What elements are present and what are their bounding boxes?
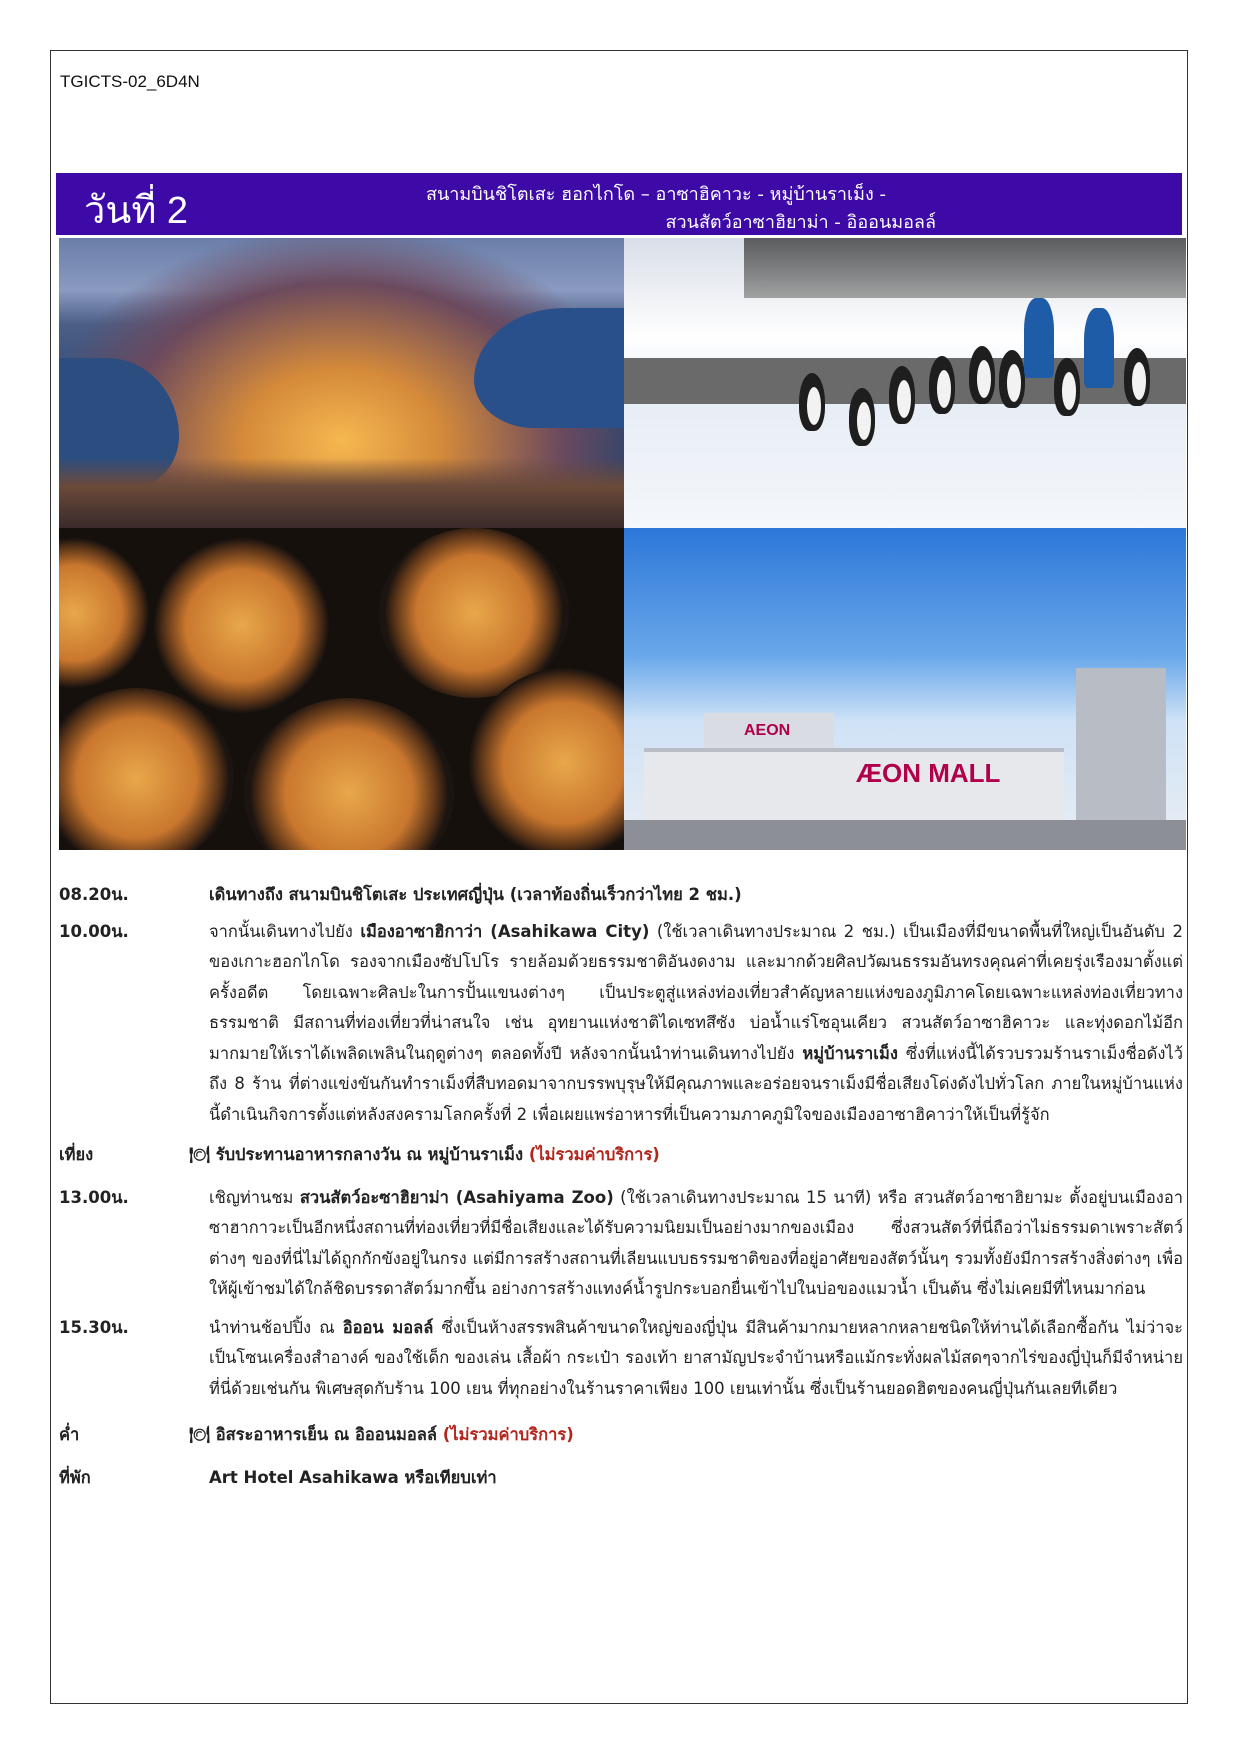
route-line-1: สนามบินชิโตเสะ ฮอกไกโด – อาซาฮิคาวะ - หมู่บ้านราเม็ง - [425,184,886,205]
itinerary-time: 10.00น. [59,921,129,941]
itinerary-description [209,1313,1183,1405]
itinerary-row [59,1140,1183,1171]
itinerary-time: 13.00น. [59,1187,129,1207]
itinerary-text: เดินทางถึง สนามบินชิโตเสะ ประเทศญี่ปุ่น (เวลาท้องถิ่นเร็วกว่าไทย 2 ชม.) [209,885,742,904]
aeon-mall-sign: ÆON MALL [856,758,1001,788]
itinerary-text: จากนั้นเดินทางไปยัง [209,921,361,941]
itinerary-text: เชิญท่านชม [209,1187,300,1207]
itinerary-text: อิออน มอลล์ [342,1317,434,1337]
aeon-sign-small: AEON [744,722,791,739]
ramen-bowls-photo [59,528,624,850]
itinerary-text: Art Hotel Asahikawa หรือเทียบเท่า [209,1467,497,1487]
itinerary-text: นำท่านช้อปปิ้ง ณ [209,1317,343,1337]
itinerary-time: 15.30น. [59,1317,129,1337]
itinerary-time: ค่ำ [59,1425,80,1444]
itinerary-description [189,1420,1183,1451]
itinerary-description [209,1183,1183,1305]
itinerary-text: สวนสัตว์อะซาฮิยาม่า (Asahiyama Zoo) [299,1187,614,1207]
route-line-2: สวนสัตว์อาซาฮิยาม่า - อิออนมอลล์ [665,212,936,233]
itinerary-text: 🍽 [189,1425,216,1444]
day-banner [56,173,1182,235]
day-title: วันที่ 2 [84,190,189,232]
itinerary-text: 🍽 [189,1145,216,1164]
penguin-parade-photo [624,238,1186,528]
itinerary-description [209,1463,1183,1494]
itinerary-row [59,917,1183,1131]
itinerary [59,880,1183,1493]
aeon-mall-photo [624,528,1186,850]
itinerary-row [59,1183,1183,1305]
itinerary-row [59,1313,1183,1405]
itinerary-description [209,880,1183,911]
itinerary-description [189,1140,1183,1171]
itinerary-text: ซึ่งที่แห่งนี้ได้รวบรวมร้านราเม็งชื่อดังไว้ถึง 8 ร้าน ที่ต่างแข่งขันกันทำราเม็งที่สืบทอดมาจากบรรพบุรุษให้มีคุณภาพและอร่อยจนราเม็งมีชื่อเสียงโด่งดังไปทั่วโลก ภายในหมู่บ้านแห่งนี้ดำเนินกิจการตั้งแต่หลังสงครามโลกครั้งที่ 2 เพื่อเผยแพร่อาหารที่เป็นความภาคภูมิใจของเมืองอาซาฮิคาว่าให้เป็นที่รู้จัก [209,1043,1183,1124]
itinerary-text: อิสระอาหารเย็น ณ อิออนมอลล์ [215,1425,443,1444]
itinerary-text: (ใช้เวลาเดินทางประมาณ 15 นาที) หรือ สวนสัตว์อาซาฮิยามะ ตั้งอยู่บนเมืองอาซาฮากาวะเป็นอีกหนึ่งสถานที่ท่องเที่ยวที่มีชื่อเสียงและได้รับความนิยมเป็นอย่างมากของเมือง ซึ่งสวนสัตว์ที่นี่ถือว่าไม่ธรรมดาเพราะสัตว์ต่างๆ ของที่นี่ไม่ได้ถูกกักขังอยู่ในกรง แต่มีการสร้างสถานที่เลียนแบบธรรมชาติของที่อยู่อาศัยของสัตว์นั้นๆ รวมทั้งยังมีการสร้างสิ่งต่างๆ เพื่อให้ผู้เข้าชมได้ใกล้ชิดบรรดาสัตว์มากขึ้น อย่างการสร้างแทงค์น้ำรูปกระบอกยื่นเข้าไปในบ่อของแมวน้ำ เป็นต้น ซึ่งไม่เคยมีที่ไหนมาก่อน [209,1187,1183,1298]
itinerary-row [59,1420,1183,1451]
itinerary-text: หมู่บ้านราเม็ง [802,1043,898,1063]
itinerary-row [59,880,1183,911]
itinerary-text: ซึ่งเป็นห้างสรรพสินค้าขนาดใหญ่ของญี่ปุ่น มีสินค้ามากมายหลากหลายชนิดให้ท่านได้เลือกซื้อกัน ไม่ว่าจะเป็นโซนเครื่องสำอางค์ ของใช้เด็ก ของเล่น เสื้อผ้า กระเป๋า รองเท้า ยาสามัญประจำบ้านหรือแม้กระทั่งผลไม้สดๆจากไร่ของญี่ปุ่นก็มีจำหน่ายที่นี่ด้วยเช่นกัน พิเศษสุดกับร้าน 100 เยน ที่ทุกอย่างในร้านราคาเพียง 100 เยนเท่านั้น ซึ่งเป็นร้านยอดฮิตของคนญี่ปุ่นกันเลยทีเดียว [209,1317,1184,1398]
itinerary-time: 08.20น. [59,885,129,904]
itinerary-row [59,1463,1183,1494]
itinerary-text: (ใช้เวลาเดินทางประมาณ 2 ชม.) เป็นเมืองที่มีขนาดพื้นที่ใหญ่เป็นอันดับ 2 ของเกาะฮอกไกโด รองจากเมืองซัปโปโร รายล้อมด้วยธรรมชาติอันงดงาม และมากด้วยศิลปวัฒนธรรมอันทรงคุณค่าที่เคยรุ่งเรืองมาตั้งแต่ครั้งอดีต โดยเฉพาะศิลปะในการปั้นแขนงต่างๆ เป็นประตูสู่แหล่งท่องเที่ยวสำคัญหลายแห่งของภูมิภาคโดยเฉพาะแหล่งท่องเที่ยวทางธรรมชาติ มีสถานที่ท่องเที่ยวที่น่าสนใจ เช่น อุทยานแห่งชาติไดเซทสึซัง บ่อน้ำแร่โซอุนเคียว สวนสัตว์อาซาฮิคาวะ และทุ่งดอกไม้อีกมากมายให้เราได้เพลิดเพลินในฤดูต่างๆ ตลอดทั้งปี หลังจากนั้นนำท่านเดินทางไปยัง [209,921,1183,1063]
price-note: (ไม่รวมค่าบริการ) [442,1425,574,1444]
hakodate-night-view-photo [59,238,624,528]
itinerary-text: เมืองอาซาฮิกาว่า (Asahikawa City) [360,921,650,941]
itinerary-time: ที่พัก [59,1467,91,1487]
itinerary-time: เที่ยง [59,1145,94,1164]
tour-code: TGICTS-02_6D4N [60,72,200,91]
price-note: (ไม่รวมค่าบริการ) [528,1145,660,1164]
itinerary-text: รับประทานอาหารกลางวัน ณ หมู่บ้านราเม็ง [215,1145,529,1164]
itinerary-description [209,917,1183,1131]
